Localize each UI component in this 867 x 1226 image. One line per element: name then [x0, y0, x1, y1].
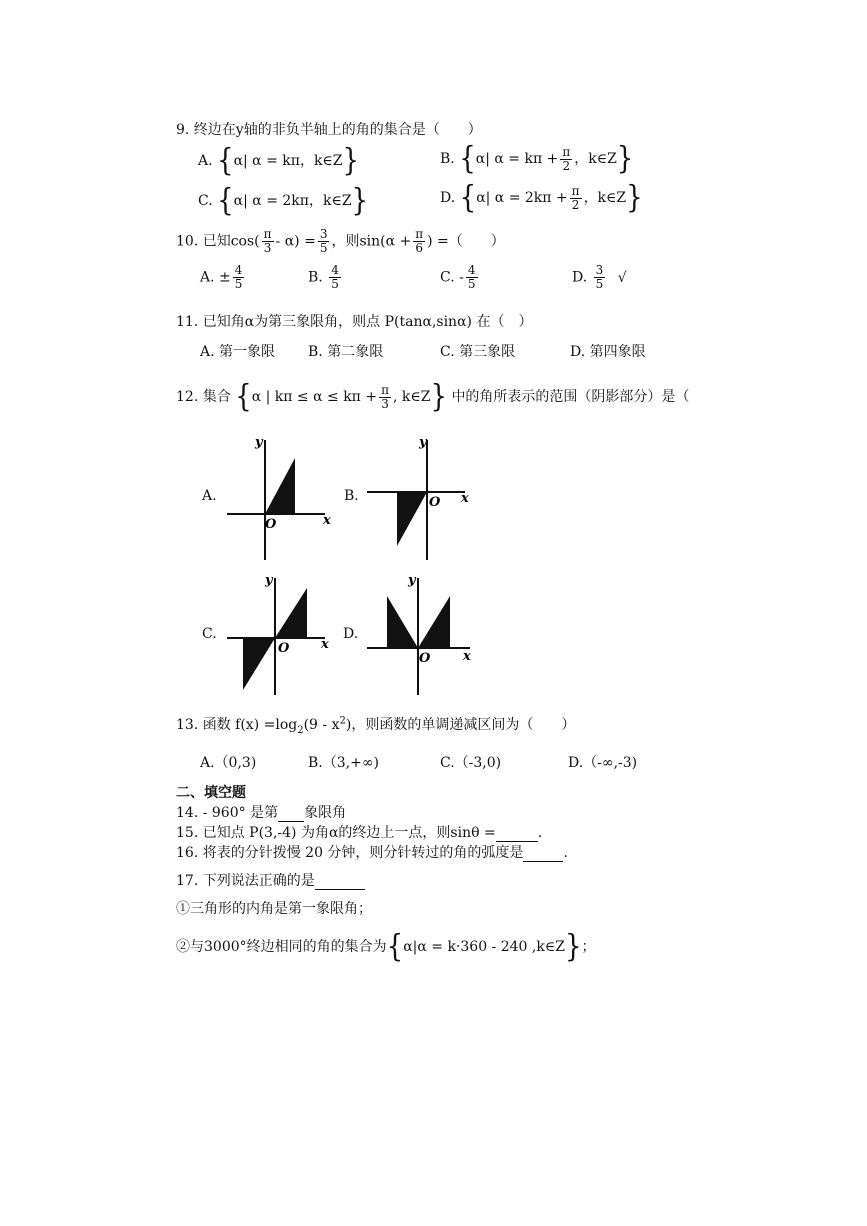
- q12-option-d-label: D.: [343, 626, 359, 642]
- q10-option-d: D. $\frac{3}{5}$ √: [572, 263, 627, 291]
- q12-graph-c: [225, 570, 340, 700]
- q9-b-label: B.: [440, 151, 455, 167]
- q9-option-a: [198, 143, 360, 179]
- right-brace-icon: }: [342, 143, 360, 179]
- q9-option-b: B. {α| α = kπ + $\frac{\pi}{2}$ ，k∈Z}: [440, 141, 634, 177]
- q14: 14. - 960° 是第 象限角: [176, 805, 347, 821]
- answer-blank[interactable]: [278, 805, 304, 822]
- answer-blank[interactable]: [496, 825, 538, 842]
- q12-stem: 12. 集合 {α | kπ ≤ α ≤ kπ + $\frac{\pi}{3}$ , k∈Z} 中的角所表示的范围（阴影部分）是（: [176, 379, 690, 415]
- left-brace-icon: {: [217, 183, 234, 219]
- y-label: y: [419, 435, 427, 450]
- left-brace-icon: {: [459, 141, 476, 177]
- q13-stem: 13. 函数 $f(x) =\log_2(9 - x^2)$，则函数的单调递减区间为（ ）: [176, 715, 576, 736]
- q9-b-frac: $\frac{\pi}{2}$: [562, 144, 571, 173]
- shaded-region: [397, 492, 427, 546]
- right-brace-icon: }: [430, 379, 447, 415]
- q12-option-b-label: B.: [344, 488, 359, 504]
- q10-option-c: C. - $\frac{4}{5}$: [440, 263, 476, 291]
- q13-option-b: B.（3,+∞): [308, 755, 379, 771]
- q17-statement-1: ①三角形的内角是第一象限角；: [176, 901, 372, 917]
- x-label: x: [463, 649, 471, 664]
- right-brace-icon: }: [351, 183, 369, 219]
- left-brace-icon: {: [235, 379, 252, 415]
- q12-graph-d: [365, 570, 480, 700]
- q9-stem: 9. 终边在y轴的非负半轴上的角的集合是（ ）: [176, 122, 482, 138]
- origin-label: O: [265, 517, 277, 532]
- q9-d-frac: $\frac{\pi}{2}$: [571, 183, 580, 212]
- q9-b-set: α| α = kπ +: [475, 151, 559, 167]
- q9-c-set: α| α = 2kπ，k∈Z: [233, 193, 352, 209]
- shaded-region: [265, 458, 295, 514]
- y-label: y: [255, 435, 263, 450]
- shaded-region-upper: [275, 588, 307, 638]
- q9-a-label: A.: [198, 153, 213, 169]
- q10-stem: 10. 已知cos( $\frac{\pi}{3}$ - α) = $\frac{3}{5}$ ，则sin(α + $\frac{\pi}{6}$ ) =（ ）: [176, 227, 505, 255]
- q9-d-set: α| α = 2kπ +: [476, 190, 568, 206]
- q16: 16. 将表的分针拨慢 20 分钟，则分针转过的角的弧度是 .: [176, 845, 568, 861]
- left-brace-icon: {: [386, 929, 404, 965]
- q13-option-c: C.（-3,0): [440, 755, 502, 771]
- q11-option-d: D. 第四象限: [570, 344, 646, 360]
- section-title-fill-blank: 二、填空题: [176, 785, 246, 801]
- answer-blank[interactable]: [523, 845, 563, 862]
- shaded-region-right: [418, 596, 450, 648]
- q12-option-a-label: A.: [202, 488, 217, 504]
- q13-option-d: D.（-∞,-3): [568, 755, 638, 771]
- right-brace-icon: }: [626, 180, 643, 216]
- q13-option-a: A.（0,3): [200, 755, 257, 771]
- q9-a-set: α| α = kπ，k∈Z: [233, 153, 343, 169]
- q10-option-b: B. $\frac{4}{5}$: [308, 263, 339, 291]
- x-label: x: [461, 491, 469, 506]
- q10-frac-pi6: $\frac{\pi}{6}$: [415, 227, 424, 255]
- q11-option-c: C. 第三象限: [440, 344, 516, 360]
- right-brace-icon: }: [616, 141, 634, 177]
- q12-graph-b: [365, 430, 480, 565]
- q12-option-c-label: C.: [202, 626, 217, 642]
- y-label: y: [265, 573, 273, 588]
- q10-option-a: A. ± $\frac{4}{5}$: [200, 263, 243, 291]
- q11-option-a: A. 第一象限: [200, 344, 276, 360]
- answer-blank[interactable]: [315, 873, 365, 890]
- q9-option-c: [198, 183, 369, 219]
- q12-graph-a: [225, 430, 340, 565]
- q17-statement-2: ②与3000°终边相同的角的集合为{α|α = k·360 - 240 ,k∈Z}；: [176, 929, 596, 965]
- origin-label: O: [419, 651, 431, 666]
- shaded-region-left: [387, 596, 418, 648]
- q9-option-d: D. {α| α = 2kπ + $\frac{\pi}{2}$ ，k∈Z}: [440, 180, 643, 216]
- x-label: x: [321, 637, 329, 652]
- q9-d-label: D.: [440, 190, 456, 206]
- q10-frac-pi3: $\frac{\pi}{3}$: [263, 227, 272, 255]
- q15: 15. 已知点 P(3,-4) 为角α的终边上一点，则sinθ = .: [176, 825, 543, 841]
- q17-stem: 17. 下列说法正确的是: [176, 870, 365, 890]
- left-brace-icon: {: [459, 180, 477, 216]
- q11-option-b: B. 第二象限: [308, 344, 384, 360]
- q10-frac-35: $\frac{3}{5}$: [319, 227, 328, 255]
- y-label: y: [408, 573, 416, 588]
- right-brace-icon: }: [564, 929, 582, 965]
- origin-label: O: [429, 495, 441, 510]
- handwritten-check-mark: √: [617, 269, 627, 286]
- q11-stem: 11. 已知角α为第三象限角，则点 P(tanα,sinα) 在（ ）: [176, 314, 533, 330]
- origin-label: O: [278, 641, 290, 656]
- x-label: x: [323, 513, 331, 528]
- q9-c-label: C.: [198, 193, 213, 209]
- shaded-region-lower: [243, 638, 275, 690]
- left-brace-icon: {: [217, 143, 234, 179]
